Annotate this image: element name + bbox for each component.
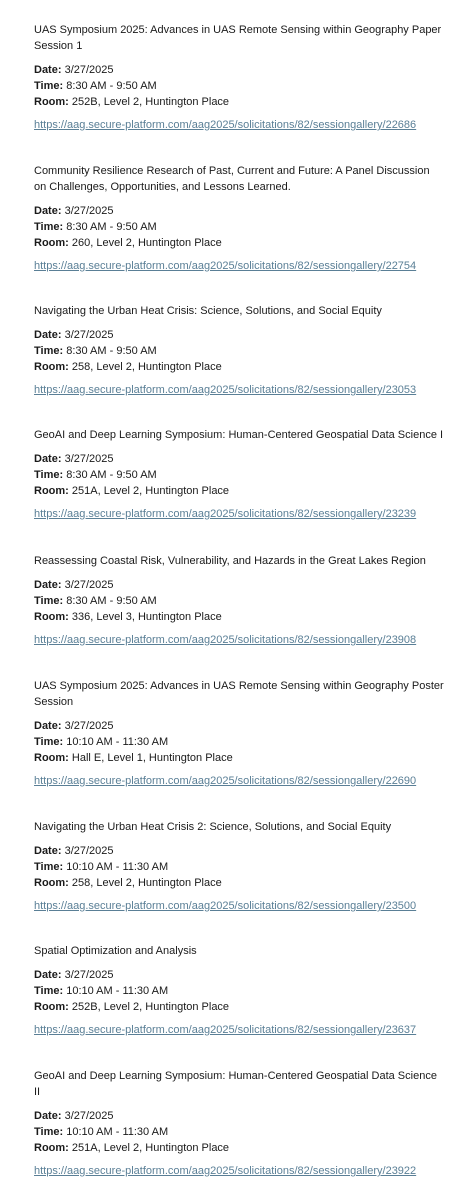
- date-value: 3/27/2025: [64, 720, 114, 732]
- time-value: 10:10 AM - 11:30 AM: [66, 736, 169, 748]
- session-title: GeoAI and Deep Learning Symposium: Human-Centered Geospatial Data Science II: [34, 1070, 437, 1098]
- date-label: Date:: [34, 969, 62, 981]
- session-title: Spatial Optimization and Analysis: [34, 945, 197, 957]
- date-label: Date:: [34, 1110, 62, 1122]
- session-room: [34, 94, 444, 110]
- session-entry: [34, 553, 444, 648]
- session-time: [34, 983, 444, 999]
- session-time: [34, 219, 444, 235]
- date-value: 3/27/2025: [64, 845, 114, 857]
- room-value: 260, Level 2, Huntington Place: [71, 237, 222, 249]
- time-label: Time:: [34, 736, 64, 748]
- date-value: 3/27/2025: [64, 205, 114, 217]
- date-label: Date:: [34, 329, 62, 341]
- session-time: [34, 343, 444, 359]
- session-title: Reassessing Coastal Risk, Vulnerability, and Hazards in the Great Lakes Region: [34, 555, 426, 567]
- session-room: [34, 1140, 444, 1156]
- session-entry: [34, 22, 444, 133]
- session-gallery-link[interactable]: https://aag.secure-platform.com/aag2025/solicitations/82/sessiongallery/22686: [34, 119, 417, 131]
- time-label: Time:: [34, 345, 64, 357]
- date-label: Date:: [34, 64, 62, 76]
- time-label: Time:: [34, 469, 64, 481]
- session-entry: [34, 819, 444, 914]
- session-title: GeoAI and Deep Learning Symposium: Human-Centered Geospatial Data Science I: [34, 429, 444, 441]
- session-date: [34, 327, 444, 343]
- time-label: Time:: [34, 80, 64, 92]
- session-date: [34, 203, 444, 219]
- session-gallery-link[interactable]: https://aag.secure-platform.com/aag2025/solicitations/82/sessiongallery/23922: [34, 1165, 417, 1177]
- session-title: UAS Symposium 2025: Advances in UAS Remote Sensing within Geography Poster Session: [34, 680, 444, 708]
- session-time: [34, 78, 444, 94]
- session-room: [34, 483, 444, 499]
- room-label: Room:: [34, 877, 69, 889]
- session-room: [34, 999, 444, 1015]
- time-value: 8:30 AM - 9:50 AM: [66, 595, 157, 607]
- room-label: Room:: [34, 611, 69, 623]
- room-label: Room:: [34, 96, 69, 108]
- session-entry: [34, 303, 444, 398]
- session-time: [34, 859, 444, 875]
- time-value: 8:30 AM - 9:50 AM: [66, 469, 157, 481]
- time-value: 8:30 AM - 9:50 AM: [66, 345, 157, 357]
- session-title: Navigating the Urban Heat Crisis 2: Science, Solutions, and Social Equity: [34, 821, 392, 833]
- session-gallery-link[interactable]: https://aag.secure-platform.com/aag2025/solicitations/82/sessiongallery/22690: [34, 775, 417, 787]
- date-value: 3/27/2025: [64, 64, 114, 76]
- date-label: Date:: [34, 845, 62, 857]
- session-entry: [34, 163, 444, 274]
- room-label: Room:: [34, 237, 69, 249]
- session-date: [34, 718, 444, 734]
- session-date: [34, 577, 444, 593]
- room-value: 258, Level 2, Huntington Place: [71, 877, 222, 889]
- session-date: [34, 62, 444, 78]
- session-entry: [34, 943, 444, 1038]
- date-label: Date:: [34, 720, 62, 732]
- room-label: Room:: [34, 1001, 69, 1013]
- date-label: Date:: [34, 205, 62, 217]
- session-title: Navigating the Urban Heat Crisis: Science, Solutions, and Social Equity: [34, 305, 382, 317]
- time-label: Time:: [34, 595, 64, 607]
- session-entry: [34, 678, 444, 789]
- room-value: 252B, Level 2, Huntington Place: [71, 96, 230, 108]
- session-gallery-link[interactable]: https://aag.secure-platform.com/aag2025/solicitations/82/sessiongallery/23053: [34, 384, 417, 396]
- session-room: [34, 235, 444, 251]
- date-label: Date:: [34, 579, 62, 591]
- session-title: Community Resilience Research of Past, Current and Future: A Panel Discussion on Challenges, Opportunities, and Lessons Learned.: [34, 165, 430, 193]
- time-label: Time:: [34, 221, 64, 233]
- session-time: [34, 1124, 444, 1140]
- session-time: [34, 734, 444, 750]
- time-value: 10:10 AM - 11:30 AM: [66, 861, 169, 873]
- room-value: 336, Level 3, Huntington Place: [71, 611, 222, 623]
- session-room: [34, 359, 444, 375]
- session-time: [34, 593, 444, 609]
- date-value: 3/27/2025: [64, 579, 114, 591]
- time-label: Time:: [34, 1126, 64, 1138]
- time-value: 8:30 AM - 9:50 AM: [66, 80, 157, 92]
- room-label: Room:: [34, 485, 69, 497]
- session-gallery-link[interactable]: https://aag.secure-platform.com/aag2025/solicitations/82/sessiongallery/23637: [34, 1024, 417, 1036]
- date-value: 3/27/2025: [64, 453, 114, 465]
- session-title: UAS Symposium 2025: Advances in UAS Remote Sensing within Geography Paper Session 1: [34, 24, 442, 52]
- session-date: [34, 843, 444, 859]
- session-room: [34, 609, 444, 625]
- room-value: 251A, Level 2, Huntington Place: [71, 485, 230, 497]
- session-gallery-link[interactable]: https://aag.secure-platform.com/aag2025/solicitations/82/sessiongallery/23500: [34, 900, 417, 912]
- date-value: 3/27/2025: [64, 1110, 114, 1122]
- time-label: Time:: [34, 861, 64, 873]
- date-value: 3/27/2025: [64, 969, 114, 981]
- session-time: [34, 467, 444, 483]
- session-date: [34, 967, 444, 983]
- session-gallery-link[interactable]: https://aag.secure-platform.com/aag2025/solicitations/82/sessiongallery/22754: [34, 260, 417, 272]
- room-value: 251A, Level 2, Huntington Place: [71, 1142, 230, 1154]
- room-label: Room:: [34, 752, 69, 764]
- session-entry: [34, 427, 444, 522]
- date-label: Date:: [34, 453, 62, 465]
- room-value: 258, Level 2, Huntington Place: [71, 361, 222, 373]
- session-entry: [34, 1068, 444, 1179]
- room-label: Room:: [34, 361, 69, 373]
- time-value: 8:30 AM - 9:50 AM: [66, 221, 157, 233]
- session-room: [34, 750, 444, 766]
- session-date: [34, 451, 444, 467]
- room-value: Hall E, Level 1, Huntington Place: [71, 752, 233, 764]
- time-label: Time:: [34, 985, 64, 997]
- session-gallery-link[interactable]: https://aag.secure-platform.com/aag2025/solicitations/82/sessiongallery/23239: [34, 508, 417, 520]
- time-value: 10:10 AM - 11:30 AM: [66, 985, 169, 997]
- session-gallery-link[interactable]: https://aag.secure-platform.com/aag2025/solicitations/82/sessiongallery/23908: [34, 634, 417, 646]
- time-value: 10:10 AM - 11:30 AM: [66, 1126, 169, 1138]
- room-label: Room:: [34, 1142, 69, 1154]
- room-value: 252B, Level 2, Huntington Place: [71, 1001, 230, 1013]
- session-date: [34, 1108, 444, 1124]
- date-value: 3/27/2025: [64, 329, 114, 341]
- session-room: [34, 875, 444, 891]
